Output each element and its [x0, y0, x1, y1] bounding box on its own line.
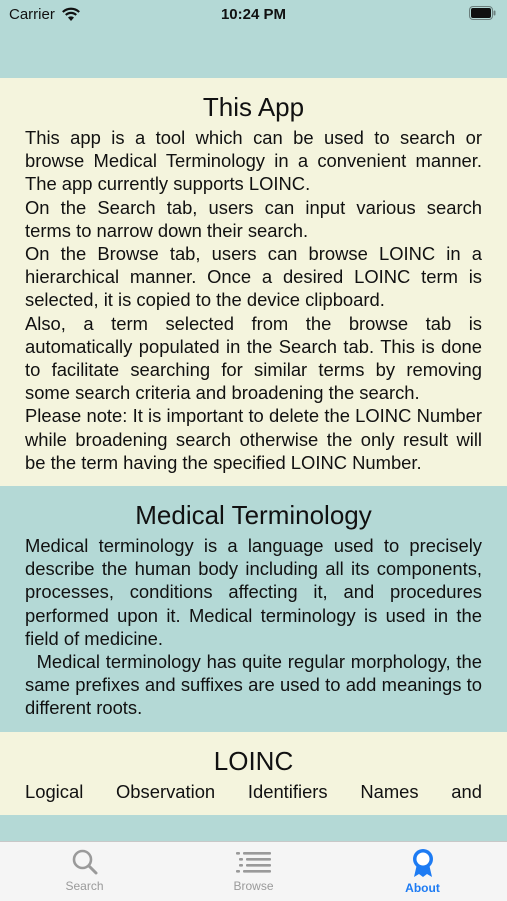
battery-icon: [469, 6, 497, 24]
paragraph: Also, a term selected from the browse tab is automatically populated in the Search tab. This is done to facilitate searching for similar terms by removing some search criteria and broadening the search.: [25, 312, 482, 404]
tab-about[interactable]: [338, 842, 507, 901]
section-loinc: [0, 732, 507, 815]
status-bar: [0, 0, 507, 30]
section-this-app: [0, 78, 507, 486]
navigation-header: [0, 30, 507, 78]
paragraph: Medical terminology is a language used to precisely describe the human body including all its components, processes, conditions affecting it, and procedures performed upon it. Medical terminology is used in the field of medicine.: [25, 535, 482, 649]
paragraph: On the Browse tab, users can browse LOINC in a hierarchical manner. Once a desired LOINC term is selected, it is copied to the device clipboard.: [25, 243, 482, 311]
about-content-scroll[interactable]: [0, 78, 507, 841]
section-title: LOINC: [213, 745, 294, 776]
paragraph: This app is a tool which can be used to search or browse Medical Terminology in a convenient manner. The app currently supports LOINC.: [25, 127, 482, 195]
section-title: This App: [202, 92, 305, 122]
paragraph: Please note: It is important to delete the LOINC Number while broadening search otherwise the only result will be the term having the specified LOINC Number.: [25, 405, 482, 473]
tab-search[interactable]: [0, 842, 169, 901]
tab-label: Browse: [233, 879, 274, 893]
tab-bar: [0, 841, 507, 901]
section-title: Medical Terminology: [135, 500, 372, 531]
section-medical-terminology: [0, 486, 507, 732]
tab-label: About: [405, 881, 440, 895]
paragraph: Logical Observation Identifiers Names and: [25, 780, 482, 802]
clock: 10:24 PM: [220, 6, 287, 23]
list-icon: [235, 848, 273, 876]
award-ribbon-icon: [409, 848, 437, 878]
paragraph: Medical terminology has quite regular morphology, the same prefixes and suffixes are used to add meanings to different roots.: [25, 651, 488, 719]
carrier-label: Carrier: [9, 6, 55, 23]
search-icon: [71, 848, 99, 876]
paragraph: On the Search tab, users can input various search terms to narrow down their search.: [25, 196, 482, 241]
tab-browse[interactable]: [169, 842, 338, 901]
tab-label: Search: [65, 879, 104, 893]
